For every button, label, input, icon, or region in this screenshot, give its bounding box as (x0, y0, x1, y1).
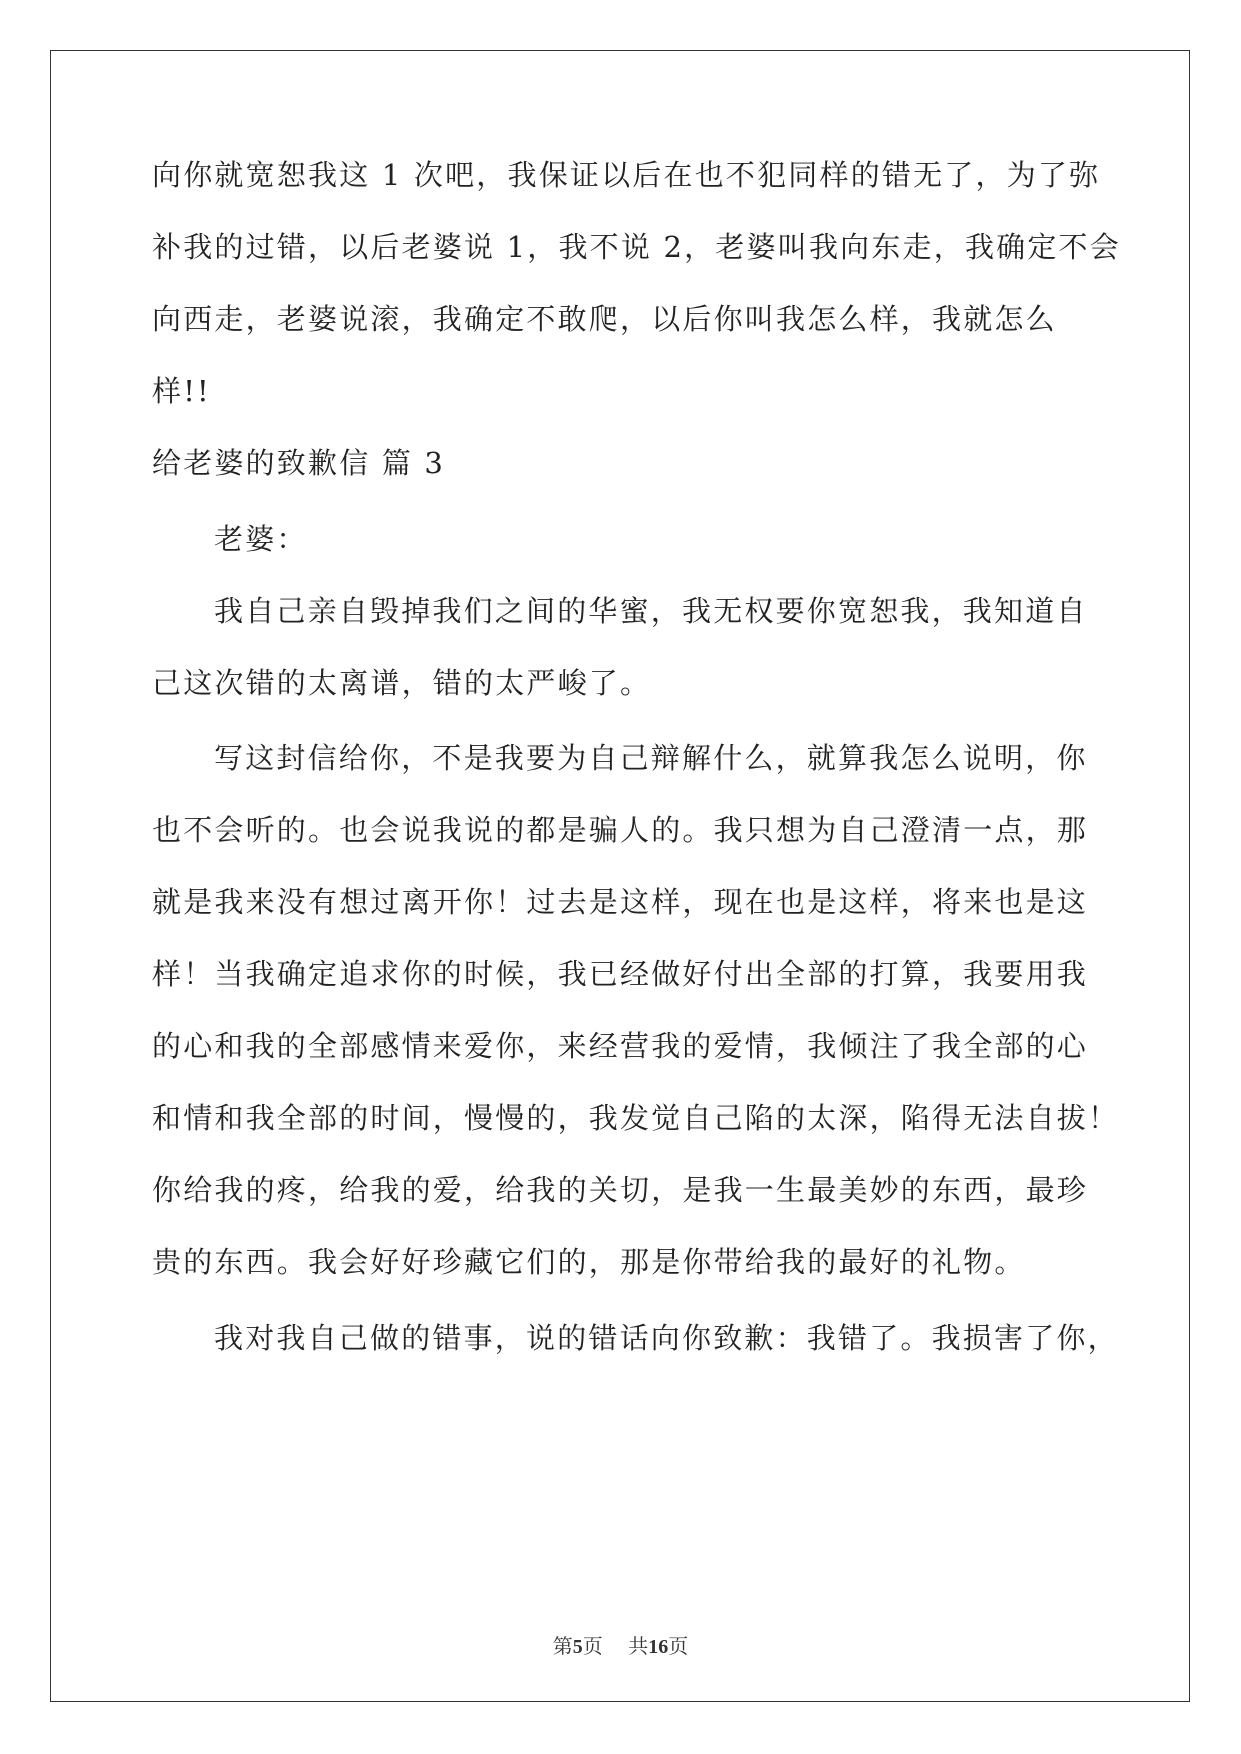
footer-total-suffix: 页 (668, 1634, 689, 1658)
paragraph-line: 就是我来没有想过离开你！过去是这样，现在也是这样，将来也是这 (152, 885, 1089, 919)
paragraph-line: 贵的东西。我会好好珍藏它们的，那是你带给我的最好的礼物。 (152, 1245, 1026, 1279)
body-text-line: 样!! (152, 374, 211, 408)
footer-total-pages: 16 (648, 1636, 669, 1658)
footer-page-suffix: 页 (582, 1634, 603, 1658)
paragraph-line: 写这封信给你，不是我要为自己辩解什么，就算我怎么说明，你 (214, 741, 1088, 775)
page-border (50, 50, 1190, 1702)
footer-total-prefix: 共 (628, 1634, 649, 1658)
footer-page-prefix: 第 (552, 1634, 573, 1658)
paragraph-line: 你给我的疼，给我的爱，给我的关切，是我一生最美妙的东西，最珍 (152, 1173, 1089, 1207)
paragraph-line: 我对我自己做的错事，说的错话向你致歉：我错了。我损害了你， (214, 1321, 1119, 1355)
paragraph-line: 己这次错的太离谱，错的太严峻了。 (152, 666, 652, 700)
body-text-line: 补我的过错，以后老婆说 1，我不说 2，老婆叫我向东走，我确定不会 (152, 230, 1121, 264)
paragraph-line: 我自己亲自毁掉我们之间的华蜜，我无权要你宽恕我，我知道自 (214, 594, 1088, 628)
paragraph-line: 样！当我确定追求你的时候，我已经做好付出全部的打算，我要用我 (152, 957, 1089, 991)
paragraph-line: 也不会听的。也会说我说的都是骗人的。我只想为自己澄清一点，那 (152, 813, 1089, 847)
body-text-line: 向你就宽恕我这 1 次吧，我保证以后在也不犯同样的错无了，为了弥 (152, 158, 1101, 192)
paragraph-line: 和情和我全部的时间，慢慢的，我发觉自己陷的太深，陷得无法自拔！ (152, 1101, 1120, 1135)
body-text-line: 向西走，老婆说滚，我确定不敢爬，以后你叫我怎么样，我就怎么 (152, 302, 1057, 336)
salutation: 老婆： (214, 522, 308, 556)
footer-page-number: 5 (572, 1636, 583, 1658)
page-footer (0, 1634, 1241, 1659)
paragraph-line: 的心和我的全部感情来爱你，来经营我的爱情，我倾注了我全部的心 (152, 1029, 1089, 1063)
section-heading: 给老婆的致歉信 篇 3 (152, 446, 446, 480)
